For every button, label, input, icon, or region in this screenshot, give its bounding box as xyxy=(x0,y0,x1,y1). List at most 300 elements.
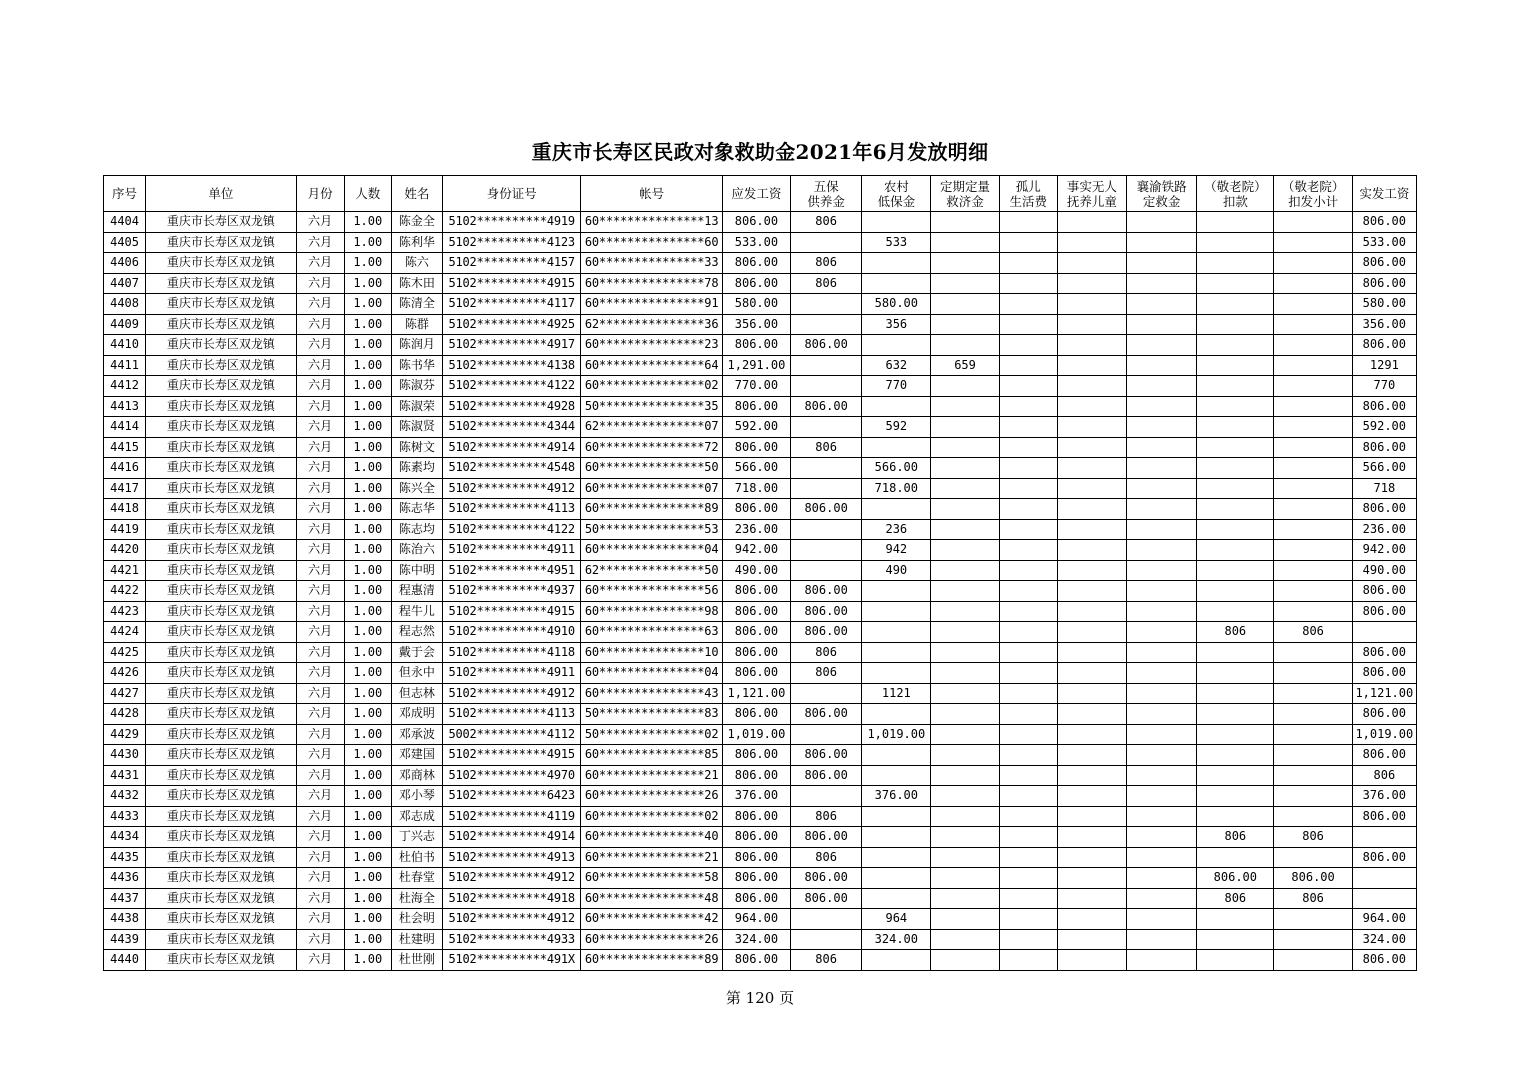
cell-count: 1.00 xyxy=(344,499,391,520)
table-row xyxy=(104,232,1417,253)
cell-rural-dibao xyxy=(862,663,931,684)
cell-fixed-relief xyxy=(931,581,999,602)
cell-fixed-relief xyxy=(931,601,999,622)
cell-count: 1.00 xyxy=(344,663,391,684)
cell-seq: 4428 xyxy=(104,704,146,725)
cell-fixed-relief xyxy=(931,868,999,889)
cell-name: 陈素均 xyxy=(391,458,442,479)
cell-count: 1.00 xyxy=(344,642,391,663)
column-header-id-number: 身份证号 xyxy=(443,176,581,212)
cell-id-number: 5102**********4915 xyxy=(443,745,581,766)
cell-de-facto-orphan xyxy=(1057,437,1126,458)
cell-five-guarantee: 806 xyxy=(791,437,862,458)
cell-rural-dibao: 964 xyxy=(862,909,931,930)
cell-id-number: 5102**********4122 xyxy=(443,519,581,540)
cell-month: 六月 xyxy=(296,909,344,930)
cell-rural-dibao: 566.00 xyxy=(862,458,931,479)
cell-gross-pay: 806.00 xyxy=(722,806,790,827)
cell-nursing-home-deduction xyxy=(1197,417,1274,438)
cell-gross-pay: 324.00 xyxy=(722,929,790,950)
cell-nursing-home-deduction xyxy=(1197,581,1274,602)
cell-unit: 重庆市长寿区双龙镇 xyxy=(146,294,296,315)
cell-nursing-home-deduction xyxy=(1197,786,1274,807)
column-header-fixed-relief: 定期定量 救济金 xyxy=(931,176,999,212)
cell-de-facto-orphan xyxy=(1057,314,1126,335)
column-header-account: 帐号 xyxy=(581,176,722,212)
cell-name: 陈利华 xyxy=(391,232,442,253)
cell-orphan-living xyxy=(999,294,1057,315)
cell-nursing-home-deduction xyxy=(1197,806,1274,827)
cell-month: 六月 xyxy=(296,499,344,520)
cell-nursing-home-subtotal xyxy=(1274,458,1352,479)
cell-gross-pay: 806.00 xyxy=(722,437,790,458)
cell-railway-relief xyxy=(1127,868,1197,889)
cell-name: 杜世刚 xyxy=(391,950,442,971)
cell-unit: 重庆市长寿区双龙镇 xyxy=(146,724,296,745)
cell-month: 六月 xyxy=(296,294,344,315)
cell-unit: 重庆市长寿区双龙镇 xyxy=(146,396,296,417)
cell-fixed-relief: 659 xyxy=(931,355,999,376)
cell-id-number: 5102**********4138 xyxy=(443,355,581,376)
cell-id-number: 5102**********4928 xyxy=(443,396,581,417)
cell-month: 六月 xyxy=(296,540,344,561)
cell-id-number: 5102**********4937 xyxy=(443,581,581,602)
cell-month: 六月 xyxy=(296,745,344,766)
cell-month: 六月 xyxy=(296,478,344,499)
cell-month: 六月 xyxy=(296,417,344,438)
cell-nursing-home-deduction xyxy=(1197,519,1274,540)
cell-unit: 重庆市长寿区双龙镇 xyxy=(146,376,296,397)
cell-name: 陈木田 xyxy=(391,273,442,294)
cell-account: 60***************23 xyxy=(581,335,722,356)
cell-net-pay xyxy=(1352,827,1416,848)
cell-account: 60***************89 xyxy=(581,499,722,520)
cell-railway-relief xyxy=(1127,765,1197,786)
cell-de-facto-orphan xyxy=(1057,273,1126,294)
cell-unit: 重庆市长寿区双龙镇 xyxy=(146,478,296,499)
cell-orphan-living xyxy=(999,478,1057,499)
cell-seq: 4435 xyxy=(104,847,146,868)
cell-nursing-home-deduction xyxy=(1197,376,1274,397)
cell-fixed-relief xyxy=(931,950,999,971)
cell-name: 陈树文 xyxy=(391,437,442,458)
cell-net-pay xyxy=(1352,888,1416,909)
cell-gross-pay: 964.00 xyxy=(722,909,790,930)
cell-fixed-relief xyxy=(931,437,999,458)
cell-five-guarantee: 806 xyxy=(791,642,862,663)
cell-five-guarantee: 806 xyxy=(791,663,862,684)
table-row xyxy=(104,396,1417,417)
cell-rural-dibao: 1,019.00 xyxy=(862,724,931,745)
cell-rural-dibao xyxy=(862,847,931,868)
cell-orphan-living xyxy=(999,540,1057,561)
cell-railway-relief xyxy=(1127,724,1197,745)
cell-rural-dibao: 1121 xyxy=(862,683,931,704)
cell-net-pay: 964.00 xyxy=(1352,909,1416,930)
cell-nursing-home-subtotal xyxy=(1274,499,1352,520)
cell-five-guarantee xyxy=(791,519,862,540)
cell-count: 1.00 xyxy=(344,847,391,868)
cell-gross-pay: 490.00 xyxy=(722,560,790,581)
cell-nursing-home-subtotal xyxy=(1274,806,1352,827)
cell-five-guarantee: 806 xyxy=(791,847,862,868)
relief-payment-table xyxy=(103,175,1417,971)
cell-nursing-home-deduction xyxy=(1197,499,1274,520)
cell-gross-pay: 806.00 xyxy=(722,827,790,848)
cell-id-number: 5102**********4914 xyxy=(443,437,581,458)
cell-gross-pay: 806.00 xyxy=(722,622,790,643)
table-row xyxy=(104,683,1417,704)
cell-id-number: 5102**********491X xyxy=(443,950,581,971)
cell-name: 杜海全 xyxy=(391,888,442,909)
page-number: 第 120 页 xyxy=(725,989,795,1007)
cell-fixed-relief xyxy=(931,499,999,520)
cell-gross-pay: 806.00 xyxy=(722,704,790,725)
cell-nursing-home-deduction xyxy=(1197,601,1274,622)
cell-net-pay: 806.00 xyxy=(1352,642,1416,663)
table-row xyxy=(104,765,1417,786)
cell-account: 60***************91 xyxy=(581,294,722,315)
cell-id-number: 5102**********4344 xyxy=(443,417,581,438)
cell-orphan-living xyxy=(999,560,1057,581)
cell-gross-pay: 806.00 xyxy=(722,847,790,868)
cell-account: 60***************63 xyxy=(581,622,722,643)
cell-name: 杜会明 xyxy=(391,909,442,930)
cell-gross-pay: 566.00 xyxy=(722,458,790,479)
cell-net-pay: 806.00 xyxy=(1352,437,1416,458)
cell-account: 60***************21 xyxy=(581,765,722,786)
cell-fixed-relief xyxy=(931,622,999,643)
table-row xyxy=(104,581,1417,602)
cell-gross-pay: 806.00 xyxy=(722,212,790,233)
column-header-name: 姓名 xyxy=(391,176,442,212)
cell-count: 1.00 xyxy=(344,540,391,561)
cell-name: 杜春堂 xyxy=(391,868,442,889)
table-row xyxy=(104,704,1417,725)
cell-nursing-home-subtotal xyxy=(1274,478,1352,499)
cell-gross-pay: 806.00 xyxy=(722,499,790,520)
cell-id-number: 5102**********4970 xyxy=(443,765,581,786)
cell-de-facto-orphan xyxy=(1057,458,1126,479)
cell-seq: 4423 xyxy=(104,601,146,622)
cell-fixed-relief xyxy=(931,909,999,930)
cell-name: 陈中明 xyxy=(391,560,442,581)
cell-count: 1.00 xyxy=(344,560,391,581)
cell-orphan-living xyxy=(999,745,1057,766)
cell-id-number: 5102**********4918 xyxy=(443,888,581,909)
cell-rural-dibao xyxy=(862,499,931,520)
cell-fixed-relief xyxy=(931,314,999,335)
cell-nursing-home-subtotal xyxy=(1274,273,1352,294)
cell-seq: 4419 xyxy=(104,519,146,540)
cell-count: 1.00 xyxy=(344,827,391,848)
table-row xyxy=(104,335,1417,356)
cell-month: 六月 xyxy=(296,642,344,663)
table-row xyxy=(104,540,1417,561)
cell-name: 邓承波 xyxy=(391,724,442,745)
cell-fixed-relief xyxy=(931,478,999,499)
cell-count: 1.00 xyxy=(344,683,391,704)
cell-count: 1.00 xyxy=(344,253,391,274)
cell-five-guarantee xyxy=(791,294,862,315)
cell-nursing-home-subtotal xyxy=(1274,314,1352,335)
cell-railway-relief xyxy=(1127,704,1197,725)
cell-net-pay: 806 xyxy=(1352,765,1416,786)
cell-net-pay: 942.00 xyxy=(1352,540,1416,561)
cell-name: 陈群 xyxy=(391,314,442,335)
cell-seq: 4411 xyxy=(104,355,146,376)
cell-orphan-living xyxy=(999,683,1057,704)
cell-five-guarantee xyxy=(791,786,862,807)
cell-net-pay: 806.00 xyxy=(1352,499,1416,520)
cell-gross-pay: 806.00 xyxy=(722,868,790,889)
cell-railway-relief xyxy=(1127,950,1197,971)
cell-count: 1.00 xyxy=(344,519,391,540)
cell-count: 1.00 xyxy=(344,417,391,438)
cell-account: 60***************10 xyxy=(581,642,722,663)
cell-seq: 4438 xyxy=(104,909,146,930)
cell-count: 1.00 xyxy=(344,786,391,807)
table-row xyxy=(104,786,1417,807)
cell-railway-relief xyxy=(1127,335,1197,356)
cell-nursing-home-subtotal xyxy=(1274,540,1352,561)
cell-unit: 重庆市长寿区双龙镇 xyxy=(146,499,296,520)
cell-de-facto-orphan xyxy=(1057,642,1126,663)
cell-month: 六月 xyxy=(296,581,344,602)
cell-nursing-home-deduction xyxy=(1197,929,1274,950)
cell-rural-dibao xyxy=(862,765,931,786)
cell-de-facto-orphan xyxy=(1057,724,1126,745)
cell-unit: 重庆市长寿区双龙镇 xyxy=(146,253,296,274)
cell-nursing-home-deduction xyxy=(1197,642,1274,663)
cell-month: 六月 xyxy=(296,396,344,417)
table-row xyxy=(104,560,1417,581)
cell-de-facto-orphan xyxy=(1057,847,1126,868)
cell-id-number: 5102**********4118 xyxy=(443,642,581,663)
cell-unit: 重庆市长寿区双龙镇 xyxy=(146,601,296,622)
cell-month: 六月 xyxy=(296,704,344,725)
cell-month: 六月 xyxy=(296,232,344,253)
cell-unit: 重庆市长寿区双龙镇 xyxy=(146,314,296,335)
cell-rural-dibao: 356 xyxy=(862,314,931,335)
cell-nursing-home-subtotal xyxy=(1274,232,1352,253)
cell-unit: 重庆市长寿区双龙镇 xyxy=(146,355,296,376)
cell-account: 60***************02 xyxy=(581,376,722,397)
cell-nursing-home-subtotal xyxy=(1274,847,1352,868)
cell-five-guarantee: 806 xyxy=(791,950,862,971)
cell-fixed-relief xyxy=(931,929,999,950)
cell-nursing-home-deduction xyxy=(1197,355,1274,376)
cell-unit: 重庆市长寿区双龙镇 xyxy=(146,806,296,827)
cell-account: 50***************53 xyxy=(581,519,722,540)
cell-orphan-living xyxy=(999,499,1057,520)
cell-railway-relief xyxy=(1127,622,1197,643)
cell-five-guarantee xyxy=(791,478,862,499)
cell-count: 1.00 xyxy=(344,437,391,458)
column-header-unit: 单位 xyxy=(146,176,296,212)
table-row xyxy=(104,745,1417,766)
cell-month: 六月 xyxy=(296,560,344,581)
cell-net-pay: 718 xyxy=(1352,478,1416,499)
cell-nursing-home-subtotal xyxy=(1274,560,1352,581)
cell-nursing-home-subtotal xyxy=(1274,786,1352,807)
cell-rural-dibao xyxy=(862,581,931,602)
cell-id-number: 5102**********4915 xyxy=(443,601,581,622)
cell-nursing-home-deduction xyxy=(1197,232,1274,253)
cell-net-pay: 592.00 xyxy=(1352,417,1416,438)
cell-rural-dibao xyxy=(862,253,931,274)
cell-seq: 4414 xyxy=(104,417,146,438)
cell-orphan-living xyxy=(999,335,1057,356)
cell-account: 60***************98 xyxy=(581,601,722,622)
cell-nursing-home-subtotal xyxy=(1274,335,1352,356)
column-header-rural-dibao: 农村 低保金 xyxy=(862,176,931,212)
cell-orphan-living xyxy=(999,642,1057,663)
cell-orphan-living xyxy=(999,601,1057,622)
cell-railway-relief xyxy=(1127,929,1197,950)
cell-rural-dibao xyxy=(862,622,931,643)
table-row xyxy=(104,601,1417,622)
cell-de-facto-orphan xyxy=(1057,294,1126,315)
cell-de-facto-orphan xyxy=(1057,704,1126,725)
cell-nursing-home-subtotal xyxy=(1274,253,1352,274)
cell-rural-dibao: 236 xyxy=(862,519,931,540)
cell-de-facto-orphan xyxy=(1057,253,1126,274)
cell-net-pay: 580.00 xyxy=(1352,294,1416,315)
cell-gross-pay: 806.00 xyxy=(722,335,790,356)
cell-orphan-living xyxy=(999,376,1057,397)
cell-fixed-relief xyxy=(931,888,999,909)
cell-name: 但志林 xyxy=(391,683,442,704)
cell-account: 60***************02 xyxy=(581,806,722,827)
cell-account: 60***************13 xyxy=(581,212,722,233)
cell-railway-relief xyxy=(1127,376,1197,397)
cell-rural-dibao xyxy=(862,642,931,663)
cell-unit: 重庆市长寿区双龙镇 xyxy=(146,212,296,233)
table-row xyxy=(104,417,1417,438)
cell-account: 62***************36 xyxy=(581,314,722,335)
cell-account: 60***************43 xyxy=(581,683,722,704)
table-body xyxy=(104,212,1417,971)
cell-orphan-living xyxy=(999,704,1057,725)
cell-seq: 4430 xyxy=(104,745,146,766)
cell-unit: 重庆市长寿区双龙镇 xyxy=(146,950,296,971)
cell-orphan-living xyxy=(999,786,1057,807)
cell-id-number: 5102**********4113 xyxy=(443,499,581,520)
cell-nursing-home-deduction xyxy=(1197,212,1274,233)
cell-net-pay xyxy=(1352,868,1416,889)
cell-month: 六月 xyxy=(296,622,344,643)
cell-nursing-home-deduction: 806 xyxy=(1197,888,1274,909)
cell-unit: 重庆市长寿区双龙镇 xyxy=(146,847,296,868)
cell-fixed-relief xyxy=(931,376,999,397)
cell-id-number: 5102**********6423 xyxy=(443,786,581,807)
cell-seq: 4429 xyxy=(104,724,146,745)
cell-fixed-relief xyxy=(931,683,999,704)
cell-de-facto-orphan xyxy=(1057,396,1126,417)
cell-seq: 4420 xyxy=(104,540,146,561)
cell-month: 六月 xyxy=(296,888,344,909)
cell-railway-relief xyxy=(1127,560,1197,581)
cell-railway-relief xyxy=(1127,232,1197,253)
cell-railway-relief xyxy=(1127,663,1197,684)
cell-orphan-living xyxy=(999,847,1057,868)
cell-five-guarantee xyxy=(791,683,862,704)
cell-de-facto-orphan xyxy=(1057,868,1126,889)
cell-five-guarantee xyxy=(791,909,862,930)
cell-unit: 重庆市长寿区双龙镇 xyxy=(146,273,296,294)
cell-account: 60***************89 xyxy=(581,950,722,971)
document-title: 重庆市长寿区民政对象救助金2021年6月发放明细 xyxy=(531,140,989,164)
cell-count: 1.00 xyxy=(344,232,391,253)
cell-unit: 重庆市长寿区双龙镇 xyxy=(146,745,296,766)
cell-net-pay: 566.00 xyxy=(1352,458,1416,479)
cell-net-pay: 770 xyxy=(1352,376,1416,397)
cell-railway-relief xyxy=(1127,396,1197,417)
cell-five-guarantee xyxy=(791,376,862,397)
cell-orphan-living xyxy=(999,458,1057,479)
cell-unit: 重庆市长寿区双龙镇 xyxy=(146,581,296,602)
cell-railway-relief xyxy=(1127,212,1197,233)
cell-nursing-home-deduction xyxy=(1197,396,1274,417)
cell-de-facto-orphan xyxy=(1057,950,1126,971)
column-header-count: 人数 xyxy=(344,176,391,212)
cell-month: 六月 xyxy=(296,212,344,233)
cell-name: 陈淑贤 xyxy=(391,417,442,438)
cell-nursing-home-deduction xyxy=(1197,294,1274,315)
cell-seq: 4437 xyxy=(104,888,146,909)
cell-unit: 重庆市长寿区双龙镇 xyxy=(146,560,296,581)
cell-nursing-home-deduction xyxy=(1197,683,1274,704)
cell-de-facto-orphan xyxy=(1057,581,1126,602)
cell-id-number: 5102**********4915 xyxy=(443,273,581,294)
cell-nursing-home-deduction xyxy=(1197,724,1274,745)
cell-count: 1.00 xyxy=(344,314,391,335)
cell-account: 60***************04 xyxy=(581,663,722,684)
cell-railway-relief xyxy=(1127,601,1197,622)
cell-id-number: 5102**********4157 xyxy=(443,253,581,274)
cell-nursing-home-subtotal xyxy=(1274,294,1352,315)
cell-count: 1.00 xyxy=(344,294,391,315)
cell-nursing-home-subtotal xyxy=(1274,355,1352,376)
cell-unit: 重庆市长寿区双龙镇 xyxy=(146,683,296,704)
cell-net-pay: 236.00 xyxy=(1352,519,1416,540)
cell-unit: 重庆市长寿区双龙镇 xyxy=(146,765,296,786)
cell-gross-pay: 806.00 xyxy=(722,745,790,766)
cell-unit: 重庆市长寿区双龙镇 xyxy=(146,437,296,458)
cell-seq: 4412 xyxy=(104,376,146,397)
table-row xyxy=(104,376,1417,397)
cell-seq: 4433 xyxy=(104,806,146,827)
column-header-gross-pay: 应发工资 xyxy=(722,176,790,212)
cell-fixed-relief xyxy=(931,458,999,479)
cell-count: 1.00 xyxy=(344,335,391,356)
cell-rural-dibao xyxy=(862,868,931,889)
cell-railway-relief xyxy=(1127,847,1197,868)
cell-orphan-living xyxy=(999,909,1057,930)
cell-seq: 4415 xyxy=(104,437,146,458)
cell-railway-relief xyxy=(1127,417,1197,438)
table-row xyxy=(104,806,1417,827)
table-row xyxy=(104,273,1417,294)
cell-count: 1.00 xyxy=(344,355,391,376)
cell-net-pay: 806.00 xyxy=(1352,396,1416,417)
cell-orphan-living xyxy=(999,622,1057,643)
cell-rural-dibao: 324.00 xyxy=(862,929,931,950)
cell-gross-pay: 533.00 xyxy=(722,232,790,253)
cell-nursing-home-subtotal xyxy=(1274,745,1352,766)
cell-month: 六月 xyxy=(296,437,344,458)
